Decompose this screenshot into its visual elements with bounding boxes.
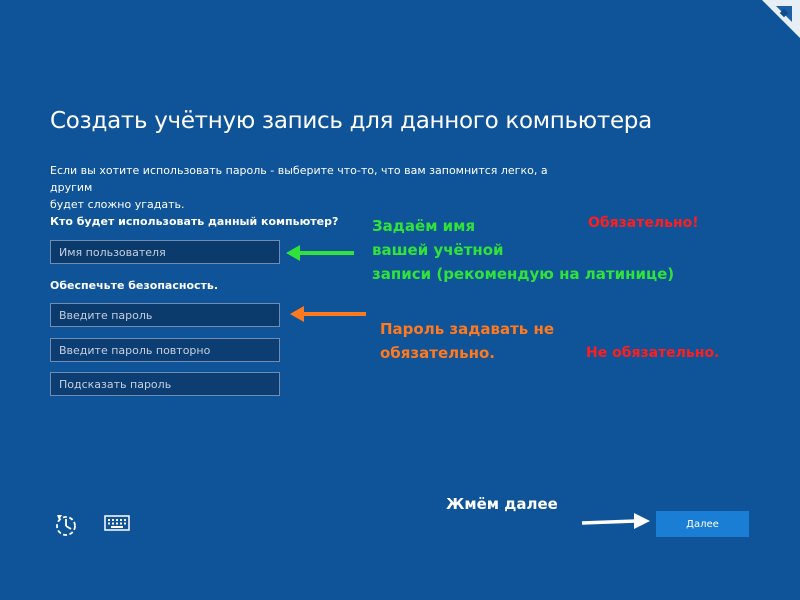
intro-text xyxy=(50,162,570,213)
next-button[interactable]: Далее xyxy=(656,511,749,537)
username-note-line-1: Задаём имя xyxy=(372,217,476,235)
password-repeat-input[interactable] xyxy=(50,338,280,362)
corner-logo xyxy=(754,0,800,40)
not-required-note: Не обязательно. xyxy=(586,345,720,361)
page-title: Создать учётную запись для данного компьютера xyxy=(50,108,652,134)
white-arrow xyxy=(580,512,652,532)
intro-line-2: будет сложно угадать. xyxy=(50,198,185,211)
username-note-line-2: вашей учётной xyxy=(372,241,504,259)
password-note-line-2: обязательно. xyxy=(380,344,495,362)
intro-line-1: Если вы хотите использовать пароль - выберите что-то, что вам запомнится легко, а другим xyxy=(50,164,548,194)
green-arrow xyxy=(284,243,356,263)
password-note-line-1: Пароль задавать не xyxy=(380,320,555,338)
orange-arrow xyxy=(288,304,368,324)
next-note: Жмём далее xyxy=(446,495,558,513)
username-input[interactable] xyxy=(50,240,280,264)
required-note: Обязательно! xyxy=(588,215,699,231)
user-section-label: Кто будет использовать данный компьютер? xyxy=(50,215,339,228)
security-section-label: Обеспечьте безопасность. xyxy=(50,279,219,292)
password-note xyxy=(380,317,554,365)
ease-of-access-icon[interactable] xyxy=(54,512,78,538)
username-note-line-3: записи (рекомендую на латинице) xyxy=(372,265,675,283)
password-input[interactable] xyxy=(50,303,280,327)
password-hint-input[interactable] xyxy=(50,372,280,396)
keyboard-icon[interactable] xyxy=(104,515,130,531)
